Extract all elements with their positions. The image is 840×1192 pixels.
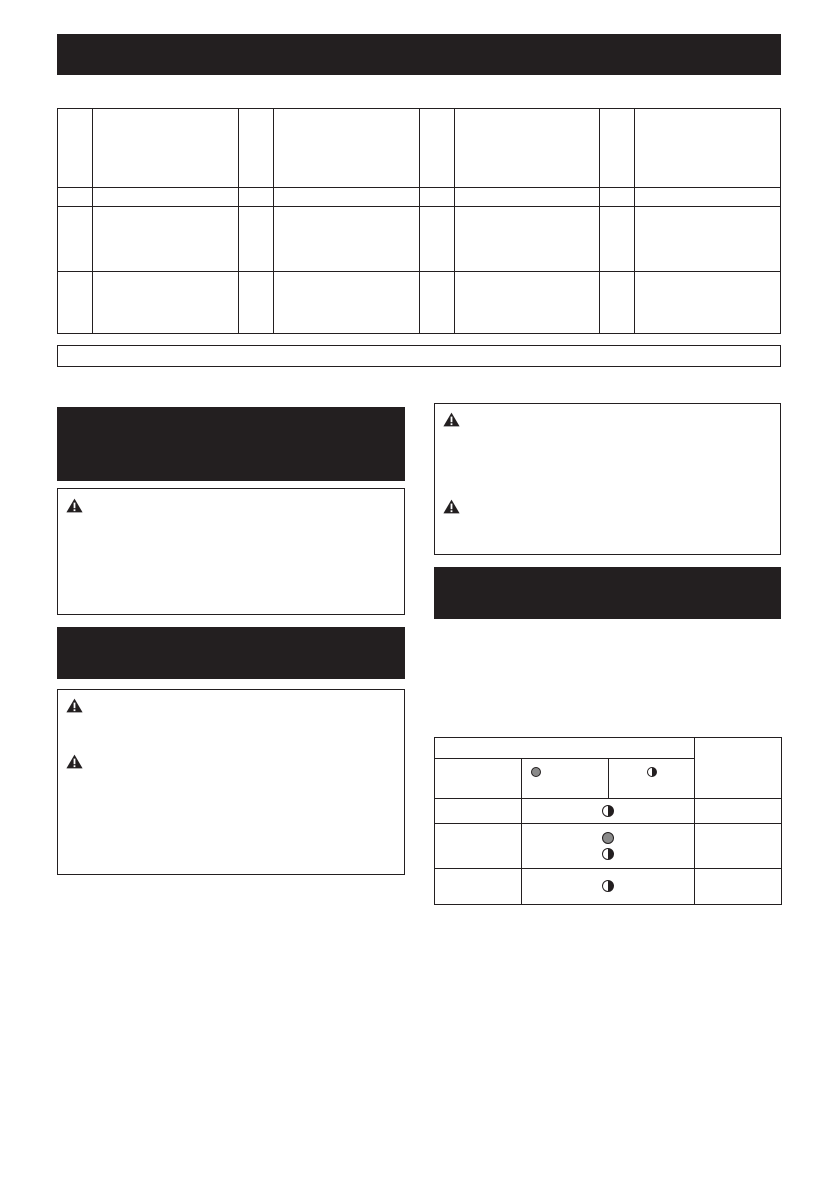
table-row bbox=[435, 799, 782, 824]
parts-table bbox=[57, 108, 781, 334]
part-number-cell bbox=[238, 188, 273, 207]
table-row bbox=[58, 109, 781, 188]
warning-triangle-icon bbox=[66, 498, 83, 513]
lamp-cell bbox=[522, 824, 695, 869]
lamp-header-blinking bbox=[609, 759, 695, 799]
part-label-cell bbox=[454, 188, 600, 207]
warning-triangle-icon bbox=[443, 499, 460, 514]
lamp-half-blinking-icon bbox=[602, 880, 614, 892]
part-number-cell bbox=[58, 109, 93, 188]
section-3-title-bar bbox=[434, 567, 781, 619]
table-row bbox=[435, 824, 782, 869]
lamp-cell bbox=[522, 799, 695, 824]
row-label-cell bbox=[435, 799, 522, 824]
status-header-cell bbox=[695, 738, 782, 799]
part-label-cell bbox=[273, 207, 419, 272]
warning-triangle-icon bbox=[443, 412, 460, 427]
part-label-cell bbox=[635, 109, 781, 188]
part-label-cell bbox=[635, 272, 781, 334]
part-label-cell bbox=[273, 109, 419, 188]
part-number-cell bbox=[419, 272, 454, 334]
indicator-lamp-table bbox=[434, 737, 782, 905]
table-row bbox=[58, 207, 781, 272]
lamp-lit-icon bbox=[531, 767, 541, 777]
lamp-cell bbox=[522, 869, 695, 905]
row-label-cell bbox=[435, 869, 522, 905]
lamp-half-blinking-icon bbox=[602, 805, 614, 817]
right-warning-box bbox=[434, 403, 781, 555]
part-label-cell bbox=[635, 188, 781, 207]
part-label-cell bbox=[93, 109, 239, 188]
lamp-header-lit bbox=[522, 759, 609, 799]
part-label-cell bbox=[454, 207, 600, 272]
section-1-title-bar bbox=[57, 407, 405, 481]
lamp-half-blinking-icon bbox=[602, 848, 614, 860]
parts-table-footnote bbox=[57, 345, 781, 367]
part-number-cell bbox=[58, 188, 93, 207]
part-label-cell bbox=[273, 272, 419, 334]
status-cell bbox=[695, 869, 782, 905]
table-row bbox=[58, 188, 781, 207]
part-number-cell bbox=[238, 207, 273, 272]
part-label-cell bbox=[635, 207, 781, 272]
part-number-cell bbox=[600, 207, 635, 272]
lamp-half-blinking-icon bbox=[647, 767, 657, 777]
part-number-cell bbox=[238, 109, 273, 188]
part-label-cell bbox=[93, 272, 239, 334]
warning-triangle-icon bbox=[66, 754, 83, 769]
indicator-corner-cell bbox=[435, 759, 522, 799]
status-cell bbox=[695, 799, 782, 824]
row-label-cell bbox=[435, 824, 522, 869]
section-2-title-bar bbox=[57, 627, 405, 679]
part-number-cell bbox=[419, 188, 454, 207]
section-1-warning-box bbox=[57, 488, 405, 615]
page-header-bar bbox=[57, 34, 781, 75]
status-cell bbox=[695, 824, 782, 869]
part-label-cell bbox=[93, 207, 239, 272]
section-3-body-text bbox=[434, 630, 781, 726]
indicator-header-cell bbox=[435, 738, 695, 759]
part-number-cell bbox=[58, 272, 93, 334]
part-number-cell bbox=[58, 207, 93, 272]
part-label-cell bbox=[273, 188, 419, 207]
table-row bbox=[58, 272, 781, 334]
table-row bbox=[435, 869, 782, 905]
lamp-lit-icon bbox=[602, 832, 614, 844]
part-number-cell bbox=[600, 272, 635, 334]
warning-triangle-icon bbox=[66, 698, 83, 713]
part-number-cell bbox=[419, 207, 454, 272]
part-number-cell bbox=[600, 188, 635, 207]
part-label-cell bbox=[93, 188, 239, 207]
section-2-warning-box bbox=[57, 689, 405, 875]
part-label-cell bbox=[454, 109, 600, 188]
table-row bbox=[435, 738, 782, 759]
part-label-cell bbox=[454, 272, 600, 334]
part-number-cell bbox=[419, 109, 454, 188]
part-number-cell bbox=[238, 272, 273, 334]
part-number-cell bbox=[600, 109, 635, 188]
